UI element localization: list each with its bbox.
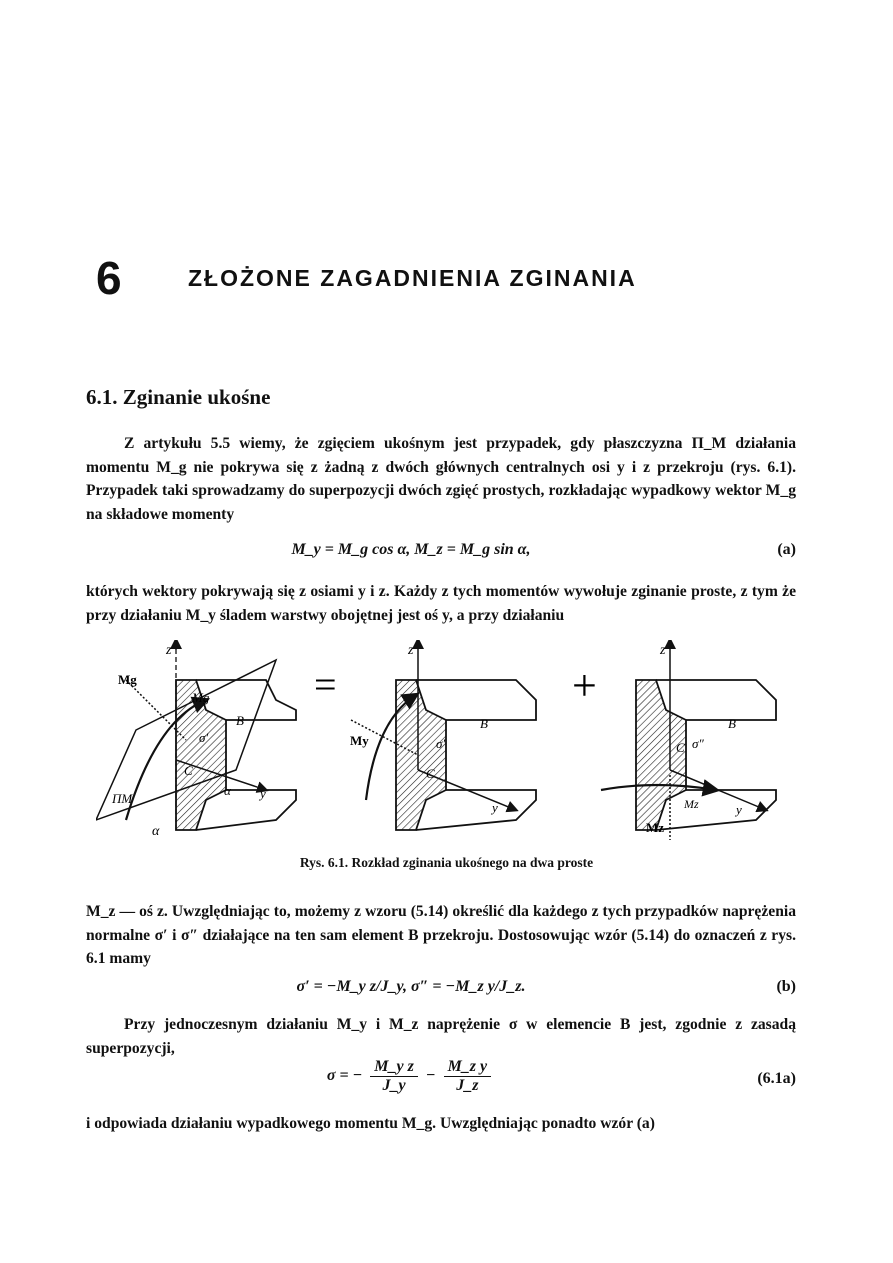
fraction-2-denominator: J_z (456, 1077, 479, 1094)
label-y-left: y (260, 786, 266, 801)
equation-a-body: M_y = M_g cos α, M_z = M_g sin α, (291, 541, 531, 558)
paragraph-2: których wektory pokrywają się z osiami y i z. Każdy z tych momentów wywołuje zginanie proste, z tym że przy działaniu M_y śladem warstwy obojętnej jest oś y, a przy działaniu (86, 583, 796, 624)
label-my: My (350, 733, 369, 748)
equation-b (86, 978, 796, 1004)
fraction-1-numerator: M_y z (370, 1058, 418, 1077)
label-pim: ΠM (112, 791, 133, 806)
equation-6-1a-lhs: σ = − (326, 1067, 363, 1085)
figure-plus-sign: + (572, 661, 597, 710)
equation-b-tag: (b) (776, 978, 796, 995)
section-title: 6.1. Zginanie ukośne (86, 385, 271, 409)
label-z-middle: z (408, 643, 414, 658)
equation-a-tag: (a) (777, 541, 796, 558)
figure-equals-sign: = (314, 662, 337, 707)
figure-middle-beam (351, 640, 536, 830)
fraction-2-numerator: M_z y (444, 1058, 492, 1077)
paragraph-4: Przy jednoczesnym działaniu M_y i M_z naprężenie σ w elemencie B jest, zgodnie z zasadą superpozycji, (86, 1016, 796, 1057)
label-mg-left-2: Mg (192, 690, 210, 705)
label-b-middle: B (480, 716, 488, 731)
fraction-1 (370, 1058, 418, 1095)
label-c-middle: C (426, 766, 435, 781)
label-mg-left: Mg (118, 672, 137, 687)
chapter-title: ZŁOŻONE ZAGADNIENIA ZGINANIA (188, 264, 637, 291)
label-b-left: B (236, 713, 244, 728)
label-z-right: z (660, 643, 666, 658)
label-alpha-1: α (152, 824, 160, 839)
label-c-left: C (184, 763, 193, 778)
label-mz: Mz (646, 820, 665, 835)
paragraph-3: M_z — oś z. Uwzględniając to, możemy z wzoru (5.14) określić dla każdego z tych przypadków naprężenia normalne σ′ i σ″ działające na ten sam element B przekroju. Dostosowując wzór (5.14) do oznaczeń z rys. 6.1 mamy (86, 903, 796, 968)
label-c-right: C (676, 740, 685, 755)
label-sigma-middle: σ′ (436, 736, 446, 751)
paragraph-1: Z artykułu 5.5 wiemy, że zgięciem ukośnym jest przypadek, gdy płaszczyzna Π_M działania momentu M_g nie pokrywa się z żadną z dwóch głównych centralnych osi y i z przekroju (rys. 6.1). Przypadek taki sprowadzamy do superpozycji dwóch zgięć prostych, rozkładając wypadkowy wektor M_g na składowe momenty (86, 435, 796, 523)
label-b-right: B (728, 716, 736, 731)
label-sigma-left: σ′ (199, 730, 209, 745)
label-alpha-2: α (224, 783, 231, 798)
equation-b-body: σ′ = −M_y z/J_y, σ″ = −M_z y/J_z. (296, 978, 526, 995)
label-sigma-right: σ″ (692, 736, 704, 751)
figure-caption: Rys. 6.1. Rozkład zginania ukośnego na dwa proste (299, 855, 594, 870)
figure-6-1 (96, 640, 796, 855)
paragraph-5: i odpowiada działaniu wypadkowego momentu M_g. Uwzględniając ponadto wzór (a) (86, 1115, 655, 1132)
label-mz-inner: Mz (684, 797, 699, 811)
equation-6-1a-tag: (6.1a) (757, 1070, 796, 1087)
equation-6-1a (86, 1058, 796, 1104)
label-y-middle: y (492, 800, 498, 815)
label-z-left: z (166, 643, 172, 658)
fraction-1-denominator: J_y (382, 1077, 406, 1094)
equation-6-1a-minus: − (425, 1067, 436, 1085)
label-y-right: y (736, 802, 742, 817)
equation-a (86, 541, 796, 567)
fraction-2 (444, 1058, 492, 1095)
chapter-number: 6 (96, 252, 122, 304)
chapter-heading (96, 248, 816, 308)
